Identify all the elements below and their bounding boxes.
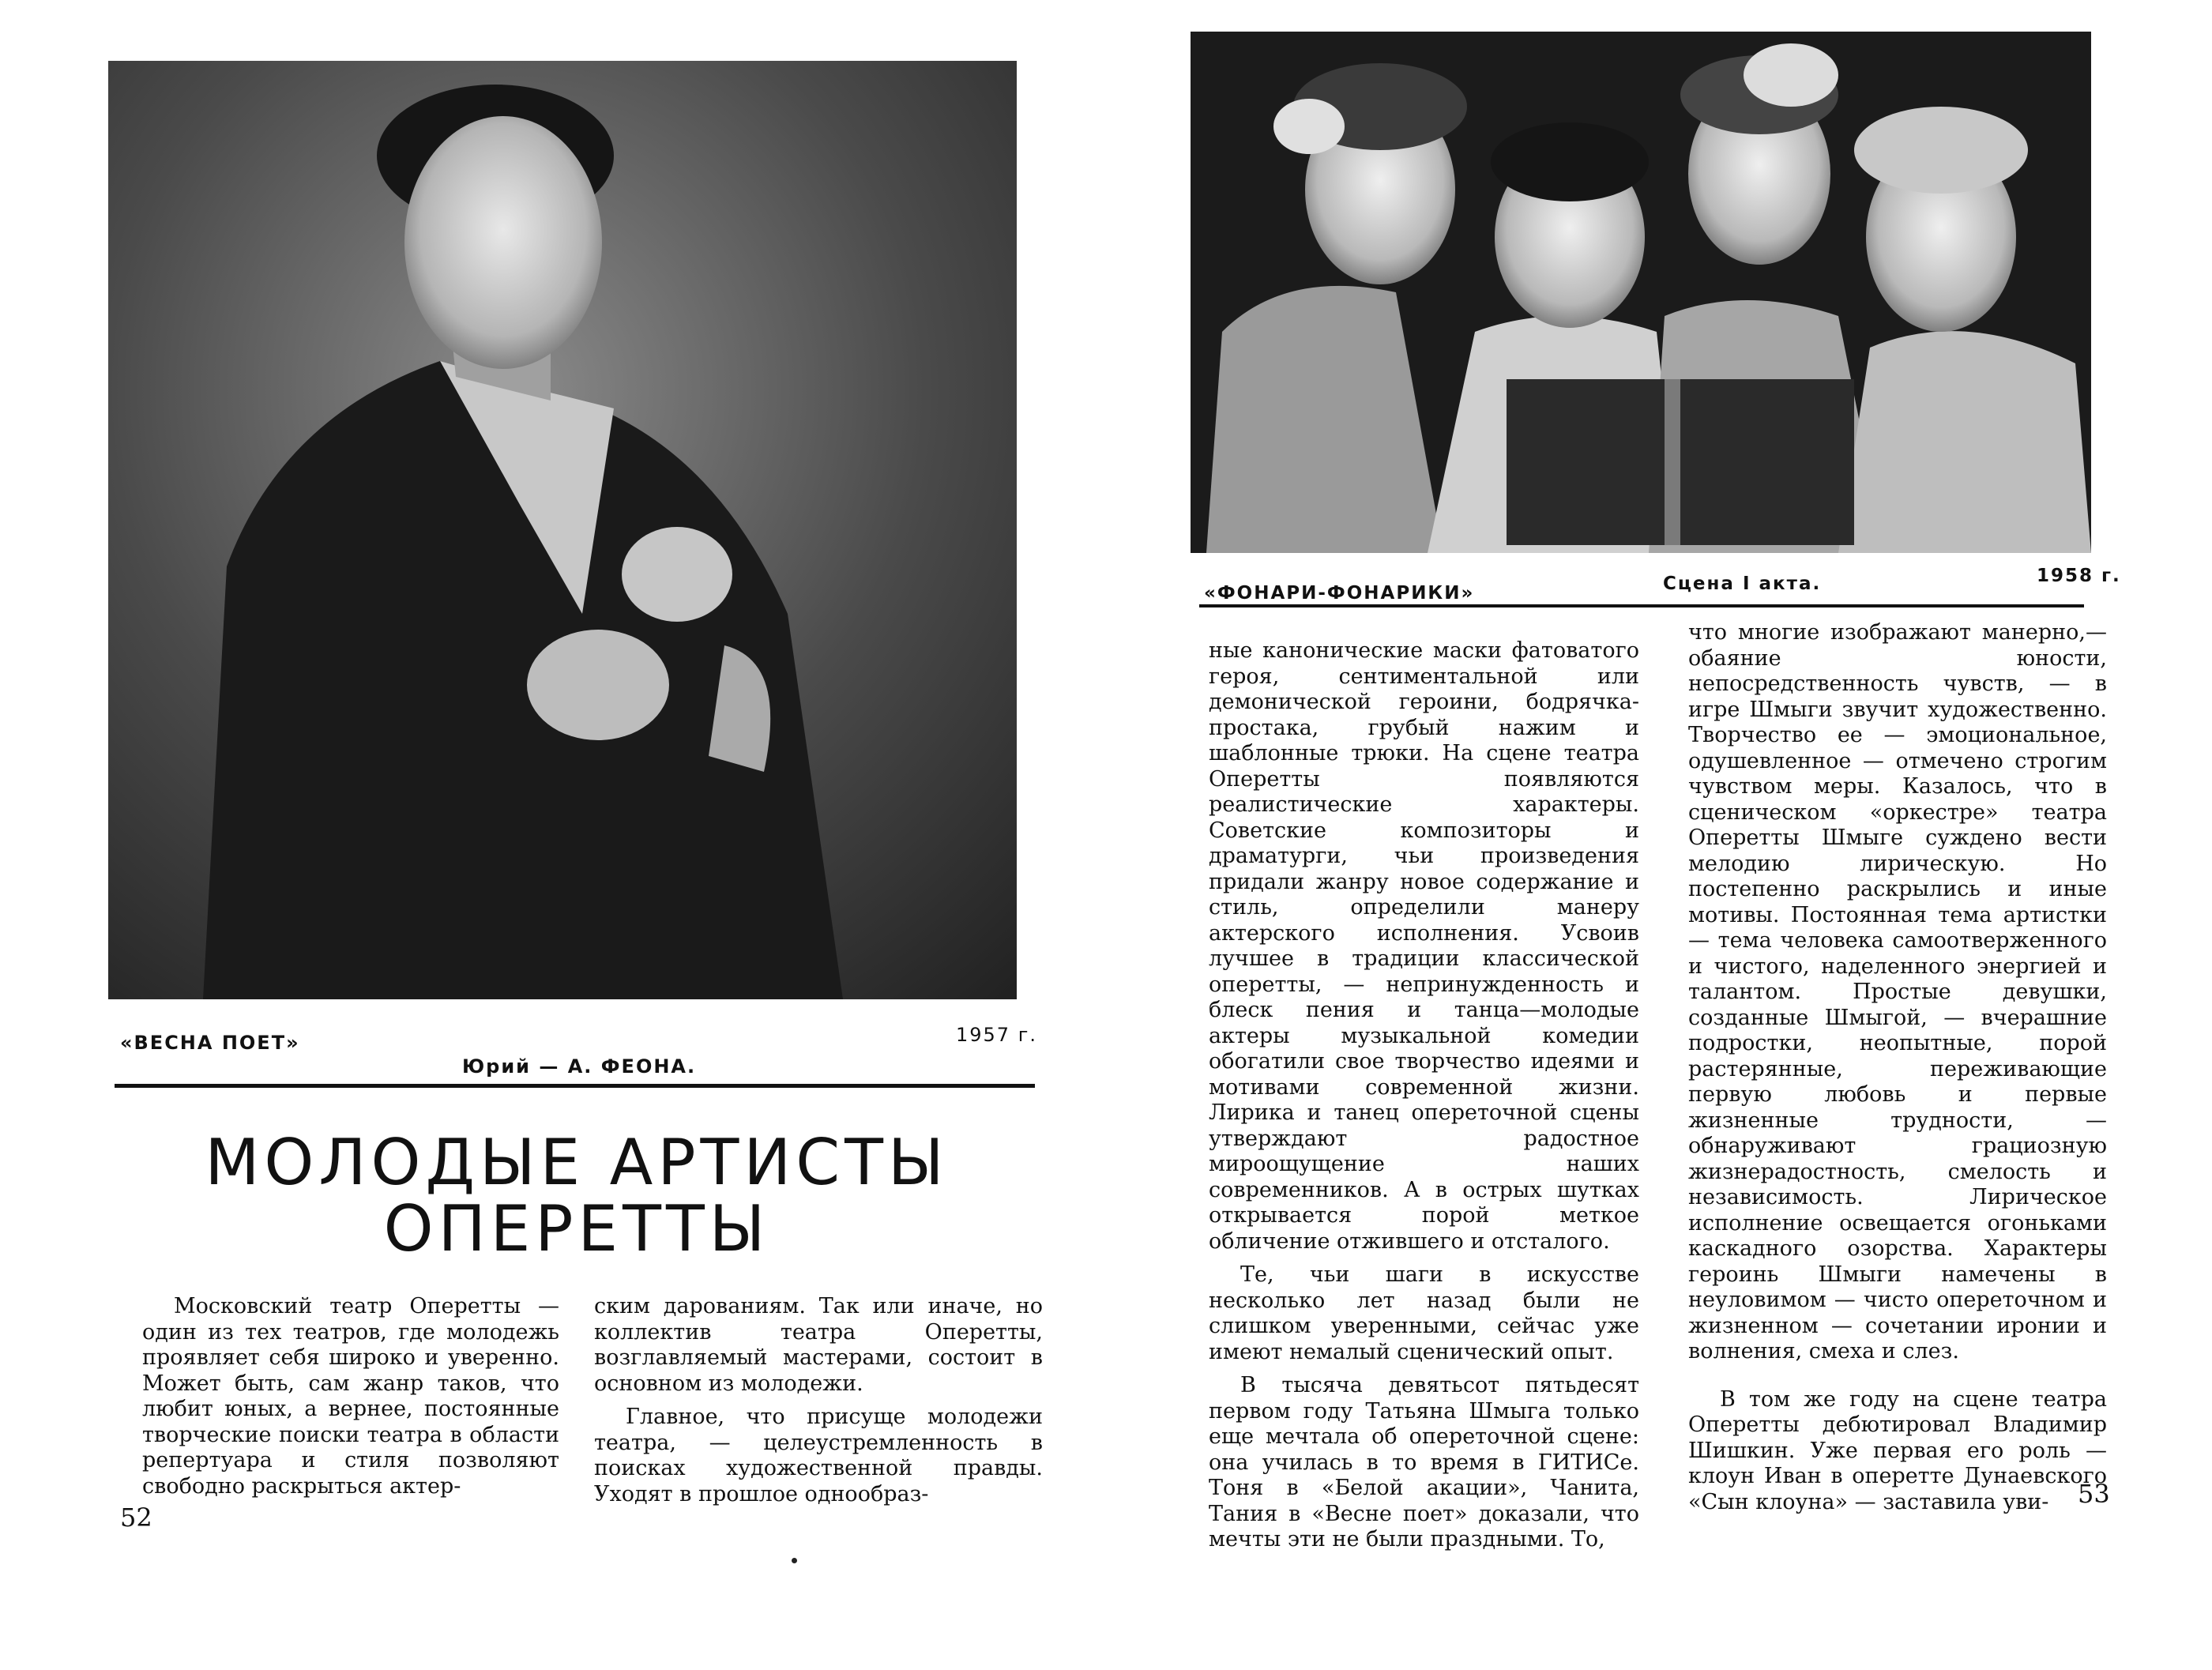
paragraph: В том же году на сцене театра Оперетты дебютировал Владимир Шишкин. Уже первая его роль — клоун Иван в оперетте Дунаевского «Сын клоуна» — заставила уви- bbox=[1688, 1386, 2107, 1514]
headline-line-2: ОПЕРЕТТЫ bbox=[383, 1192, 770, 1266]
article-column-2 bbox=[594, 1294, 1043, 1507]
photo-caption-scene: Сцена I акта. bbox=[1663, 574, 1822, 594]
paragraph: ные канонические маски фатоватого героя, сентиментальной или демонической героини, бодрячка-простака, грубый нажим и шаблонные трюки. На сцене театра Оперетты появляются реалистические характеры. Советские композиторы и драматурги, чьи произведения придали жанру новое содержание и стиль, определили манеру актерского исполнения. Усвоив лучшее в традиции классической оперетты, — непринужденность и блеск пения и танца—молодые актеры музыкальной комедии обогатили свое творчество идеями и мотивами современной жизни. Лирика и танец опереточной сцены утверждают радостное мироощущение наших современников. А в острых шутках открывается порой меткое обличение отжившего и отсталого. bbox=[1209, 638, 1639, 1254]
print-dot bbox=[792, 1558, 797, 1563]
photo-caption-year: 1958 г. bbox=[2037, 566, 2121, 586]
photo-caption-title: «ФОНАРИ-ФОНАРИКИ» bbox=[1204, 583, 1475, 604]
photo-caption-role: Юрий — А. ФЕОНА. bbox=[462, 1055, 697, 1078]
article-column-3 bbox=[1209, 638, 1639, 1553]
right-page bbox=[1106, 0, 2212, 1670]
paragraph: Московский театр Оперетты — один из тех театров, где молодежь проявляет себя широко и уверенно. Может быть, сам жанр таков, что любит юных, а вернее, постоянные творческие поиски театра в области репертуара и стиля позволяют свободно раскрыться актер- bbox=[142, 1294, 559, 1499]
article-column-4 bbox=[1688, 620, 2107, 1515]
article-column-1 bbox=[142, 1294, 559, 1499]
scene-photo bbox=[1191, 32, 2091, 553]
headline-line-1: МОЛОДЫЕ АРТИСТЫ bbox=[205, 1126, 949, 1199]
page-number: 53 bbox=[2078, 1479, 2110, 1509]
portrait-photo bbox=[108, 61, 1017, 999]
caption-rule bbox=[115, 1084, 1035, 1088]
photo-caption-title: «ВЕСНА ПОЕТ» bbox=[120, 1032, 300, 1054]
photo-caption-year: 1957 г. bbox=[956, 1024, 1037, 1046]
paragraph: ским дарованиям. Так или иначе, но коллектив театра Оперетты, возглавляемый мастерами, состоит в основном из молодежи. bbox=[594, 1294, 1043, 1396]
paragraph: Те, чьи шаги в искусстве несколько лет назад были не слишком уверенными, сейчас уже имеют немалый сценический опыт. bbox=[1209, 1262, 1639, 1364]
paragraph: что многие изображают манерно,— обаяние юности, непосредственность чувств, — в игре Шмыги звучит художественно. Творчество ее — эмоциональное, одушевленное — отмечено строгим чувством меры. Казалось, что в сценическом «оркестре» театра Оперетты Шмыге суждено вести мелодию лирическую. Но постепенно раскрылись и иные мотивы. Постоянная тема артистки — тема человека самоотверженного и чистого, наделенного энергией и талантом. Простые девушки, созданные Шмыгой, — вчерашние подростки, неопытные, порой растерянные, переживающие первую любовь и первые жизненные трудности, — обнаруживают грациозную жизнерадостность, смелость и независимость. Лирическое исполнение освещается огоньками каскадного озорства. Характеры героинь Шмыги намечены в неуловимом — чисто опереточном и жизненном — сочетании иронии и волнения, смеха и слез. bbox=[1688, 620, 2107, 1363]
article-headline bbox=[111, 1126, 1043, 1266]
page-number: 52 bbox=[120, 1503, 152, 1533]
caption-rule bbox=[1199, 604, 2084, 607]
paragraph: В тысяча девятьсот пятьдесят первом году Татьяна Шмыга только еще мечтала об опереточной сцене: она училась в то время в ГИТИСе. Тоня в «Белой акации», Чанита, Тания в «Весне поет» доказали, что мечты эти не были праздными. То, bbox=[1209, 1373, 1639, 1552]
paragraph: Главное, что присуще молодежи театра, — целеустремленность в поисках художественной правды. Уходят в прошлое однообраз- bbox=[594, 1405, 1043, 1506]
